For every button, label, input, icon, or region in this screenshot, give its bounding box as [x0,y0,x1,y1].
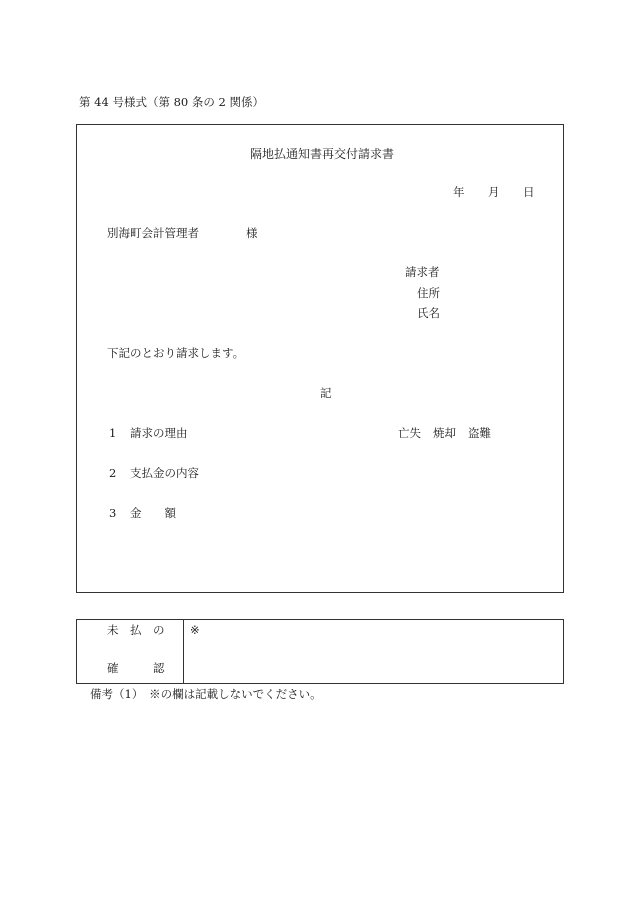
item-label: 支払金の内容 [130,466,199,480]
item-number: 1 [109,426,117,440]
check-table-mark: ※ [190,623,200,637]
requester-heading: 請求者 [405,265,440,279]
addressee-name: 別海町会計管理者 [107,226,199,240]
intro-text: 下記のとおり請求します。 [107,346,245,360]
form-reference: 第 44 号様式（第 80 条の 2 関係） [79,95,265,109]
item-label: 請求の理由 [130,426,188,440]
reason-option-theft: 盗難 [468,426,491,440]
date-day-label: 日 [523,185,535,199]
form-title: 隔地払通知書再交付請求書 [250,147,395,161]
ki-heading: 記 [320,386,332,400]
item-number: 2 [109,466,117,480]
note-text: 備考（1） ※の欄は記載しないでください。 [90,687,322,701]
check-table-row2-label: 確 認 [107,661,165,675]
addressee-honorific: 様 [246,226,258,240]
date-month-label: 月 [488,185,500,199]
check-table-row1-label: 未 払 の [107,623,165,637]
reason-option-burned: 焼却 [433,426,456,440]
requester-name-label: 氏名 [417,306,440,320]
item-number: 3 [109,506,117,520]
check-table-divider [183,619,184,684]
reason-option-loss: 亡失 [398,426,421,440]
requester-address-label: 住所 [417,286,440,300]
item-label: 金 額 [130,506,176,520]
date-year-label: 年 [453,185,465,199]
